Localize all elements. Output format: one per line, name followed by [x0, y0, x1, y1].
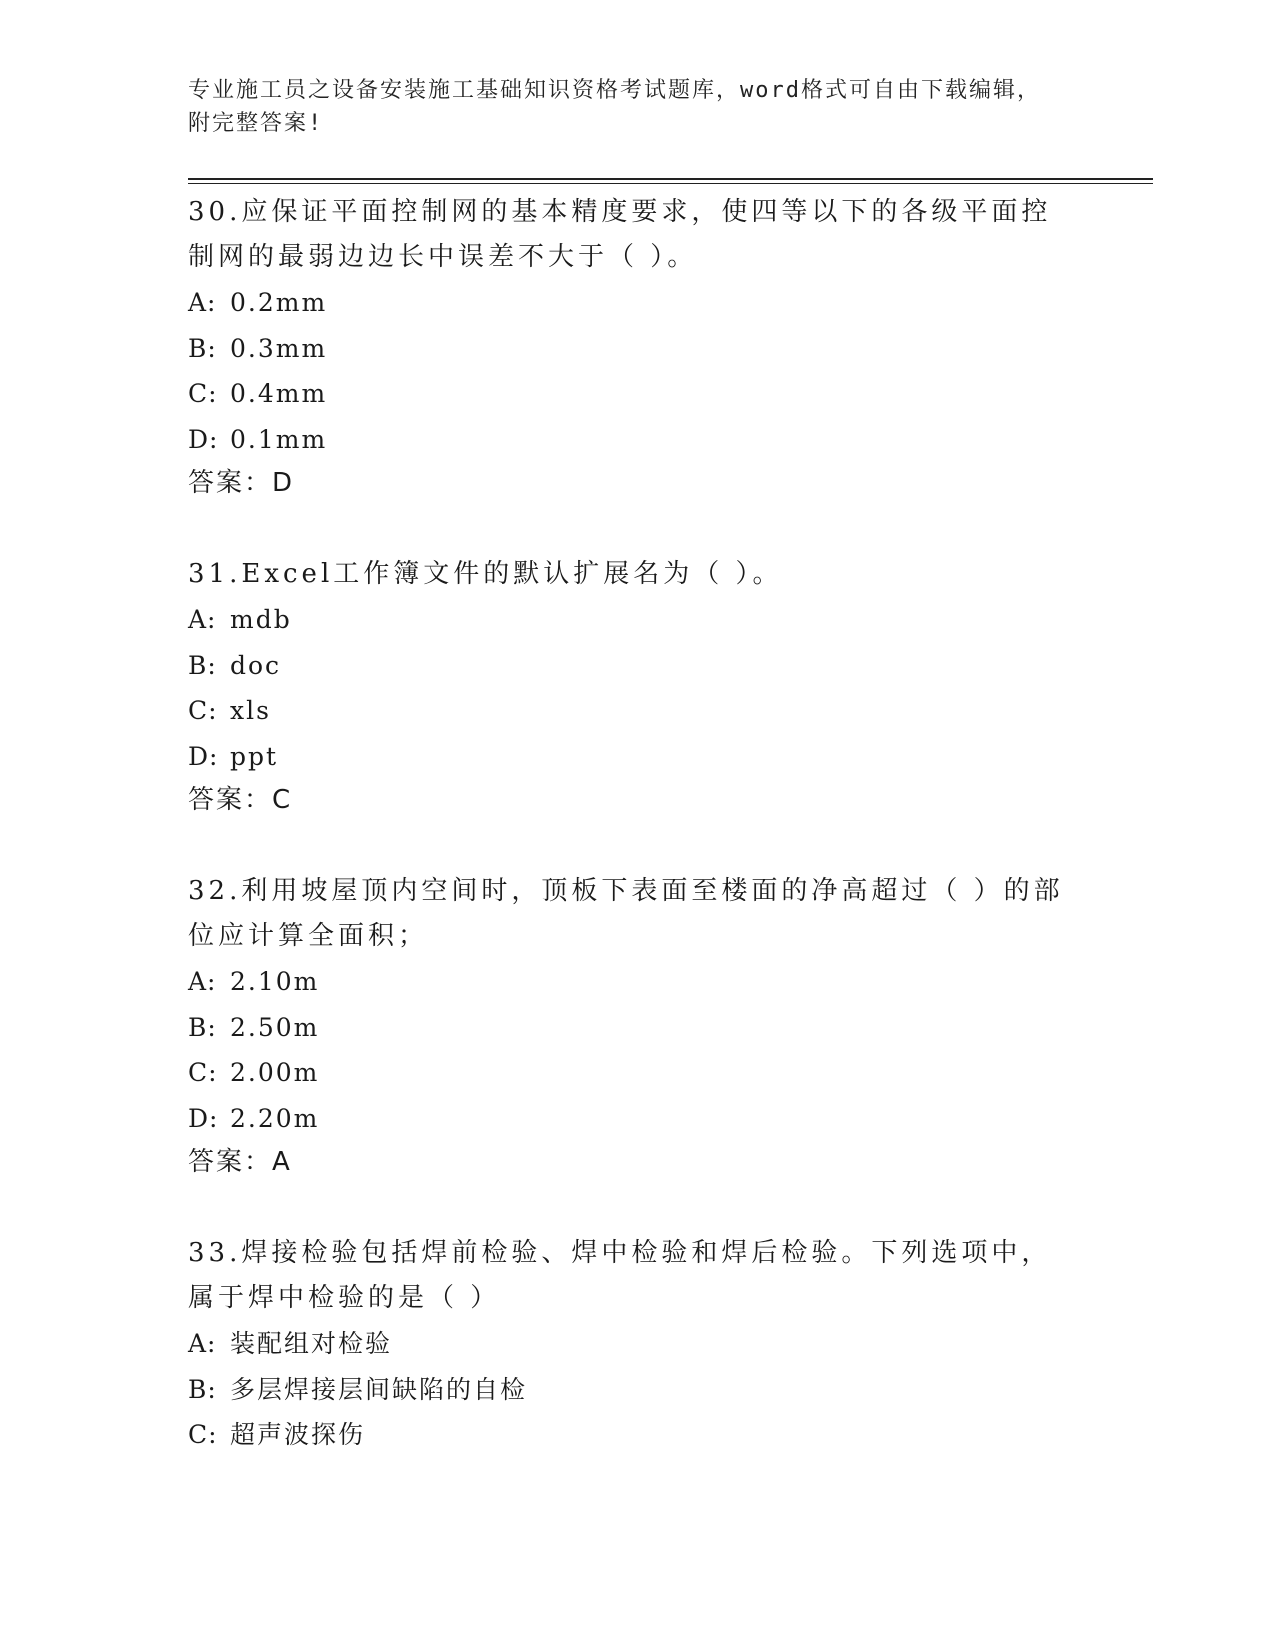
option-d [188, 1096, 1088, 1142]
option-label: A: [188, 967, 217, 996]
option-c [188, 1412, 1088, 1458]
header-divider-thin [188, 183, 1153, 184]
option-label: A: [188, 1329, 217, 1358]
option-label: B: [188, 1374, 217, 1404]
option-label: D: [188, 1103, 219, 1133]
question-list [188, 188, 1088, 1504]
option-value: mdb [230, 605, 292, 634]
option-label: B: [188, 333, 217, 363]
document-header [188, 74, 1068, 140]
option-label: C: [188, 379, 218, 408]
option-label: D: [188, 424, 219, 454]
option-value: 2.00m [230, 1058, 320, 1087]
answer-line: 答案：C [188, 785, 293, 815]
option-label: C: [188, 1420, 218, 1449]
option-label: A: [188, 288, 217, 317]
header-line-1: 专业施工员之设备安装施工基础知识资格考试题库，word格式可自由下载编辑， [188, 78, 1041, 103]
header-line-2: 附完整答案! [188, 111, 324, 136]
option-value: 0.1mm [230, 424, 328, 454]
option-b [188, 643, 1088, 689]
option-value: 2.50m [230, 1012, 320, 1042]
option-a [188, 597, 1088, 643]
option-label: D: [188, 741, 219, 771]
option-value: 2.10m [230, 967, 320, 996]
option-c [188, 688, 1088, 734]
option-d [188, 734, 1088, 780]
header-divider-thick [188, 178, 1153, 180]
question-text: 30.应保证平面控制网的基本精度要求，使四等以下的各级平面控制网的最弱边边长中误差不大于（ ）。 [188, 197, 1052, 272]
option-value: 多层焊接层间缺陷的自检 [230, 1374, 528, 1404]
option-a [188, 959, 1088, 1005]
option-label: C: [188, 696, 218, 725]
question-30 [188, 188, 1088, 504]
question-31 [188, 550, 1088, 821]
option-value: 装配组对检验 [230, 1329, 393, 1358]
option-label: C: [188, 1058, 218, 1087]
option-label: A: [188, 605, 217, 634]
option-b [188, 326, 1088, 372]
option-a [188, 280, 1088, 326]
option-b [188, 1005, 1088, 1051]
option-value: 0.2mm [230, 288, 328, 317]
option-label: B: [188, 650, 217, 680]
option-value: 0.4mm [230, 379, 328, 408]
option-value: xls [230, 696, 271, 725]
option-c [188, 371, 1088, 417]
option-value: 0.3mm [230, 333, 328, 363]
option-label: B: [188, 1012, 217, 1042]
option-d [188, 417, 1088, 463]
question-text: 31.Excel工作簿文件的默认扩展名为（ ）。 [188, 559, 783, 589]
option-value: doc [230, 650, 282, 680]
option-c [188, 1050, 1088, 1096]
option-a [188, 1321, 1088, 1367]
question-32 [188, 867, 1088, 1183]
question-33 [188, 1229, 1088, 1458]
option-value: 超声波探伤 [230, 1420, 366, 1449]
option-b [188, 1367, 1088, 1413]
question-text: 33.焊接检验包括焊前检验、焊中检验和焊后检验。下列选项中，属于焊中检验的是（ ） [188, 1238, 1052, 1313]
answer-line: 答案：A [188, 1147, 292, 1177]
question-text: 32.利用坡屋顶内空间时，顶板下表面至楼面的净高超过（ ）的部位应计算全面积； [188, 876, 1064, 951]
answer-line: 答案：D [188, 468, 295, 498]
option-value: 2.20m [230, 1103, 320, 1133]
option-value: ppt [230, 741, 279, 771]
